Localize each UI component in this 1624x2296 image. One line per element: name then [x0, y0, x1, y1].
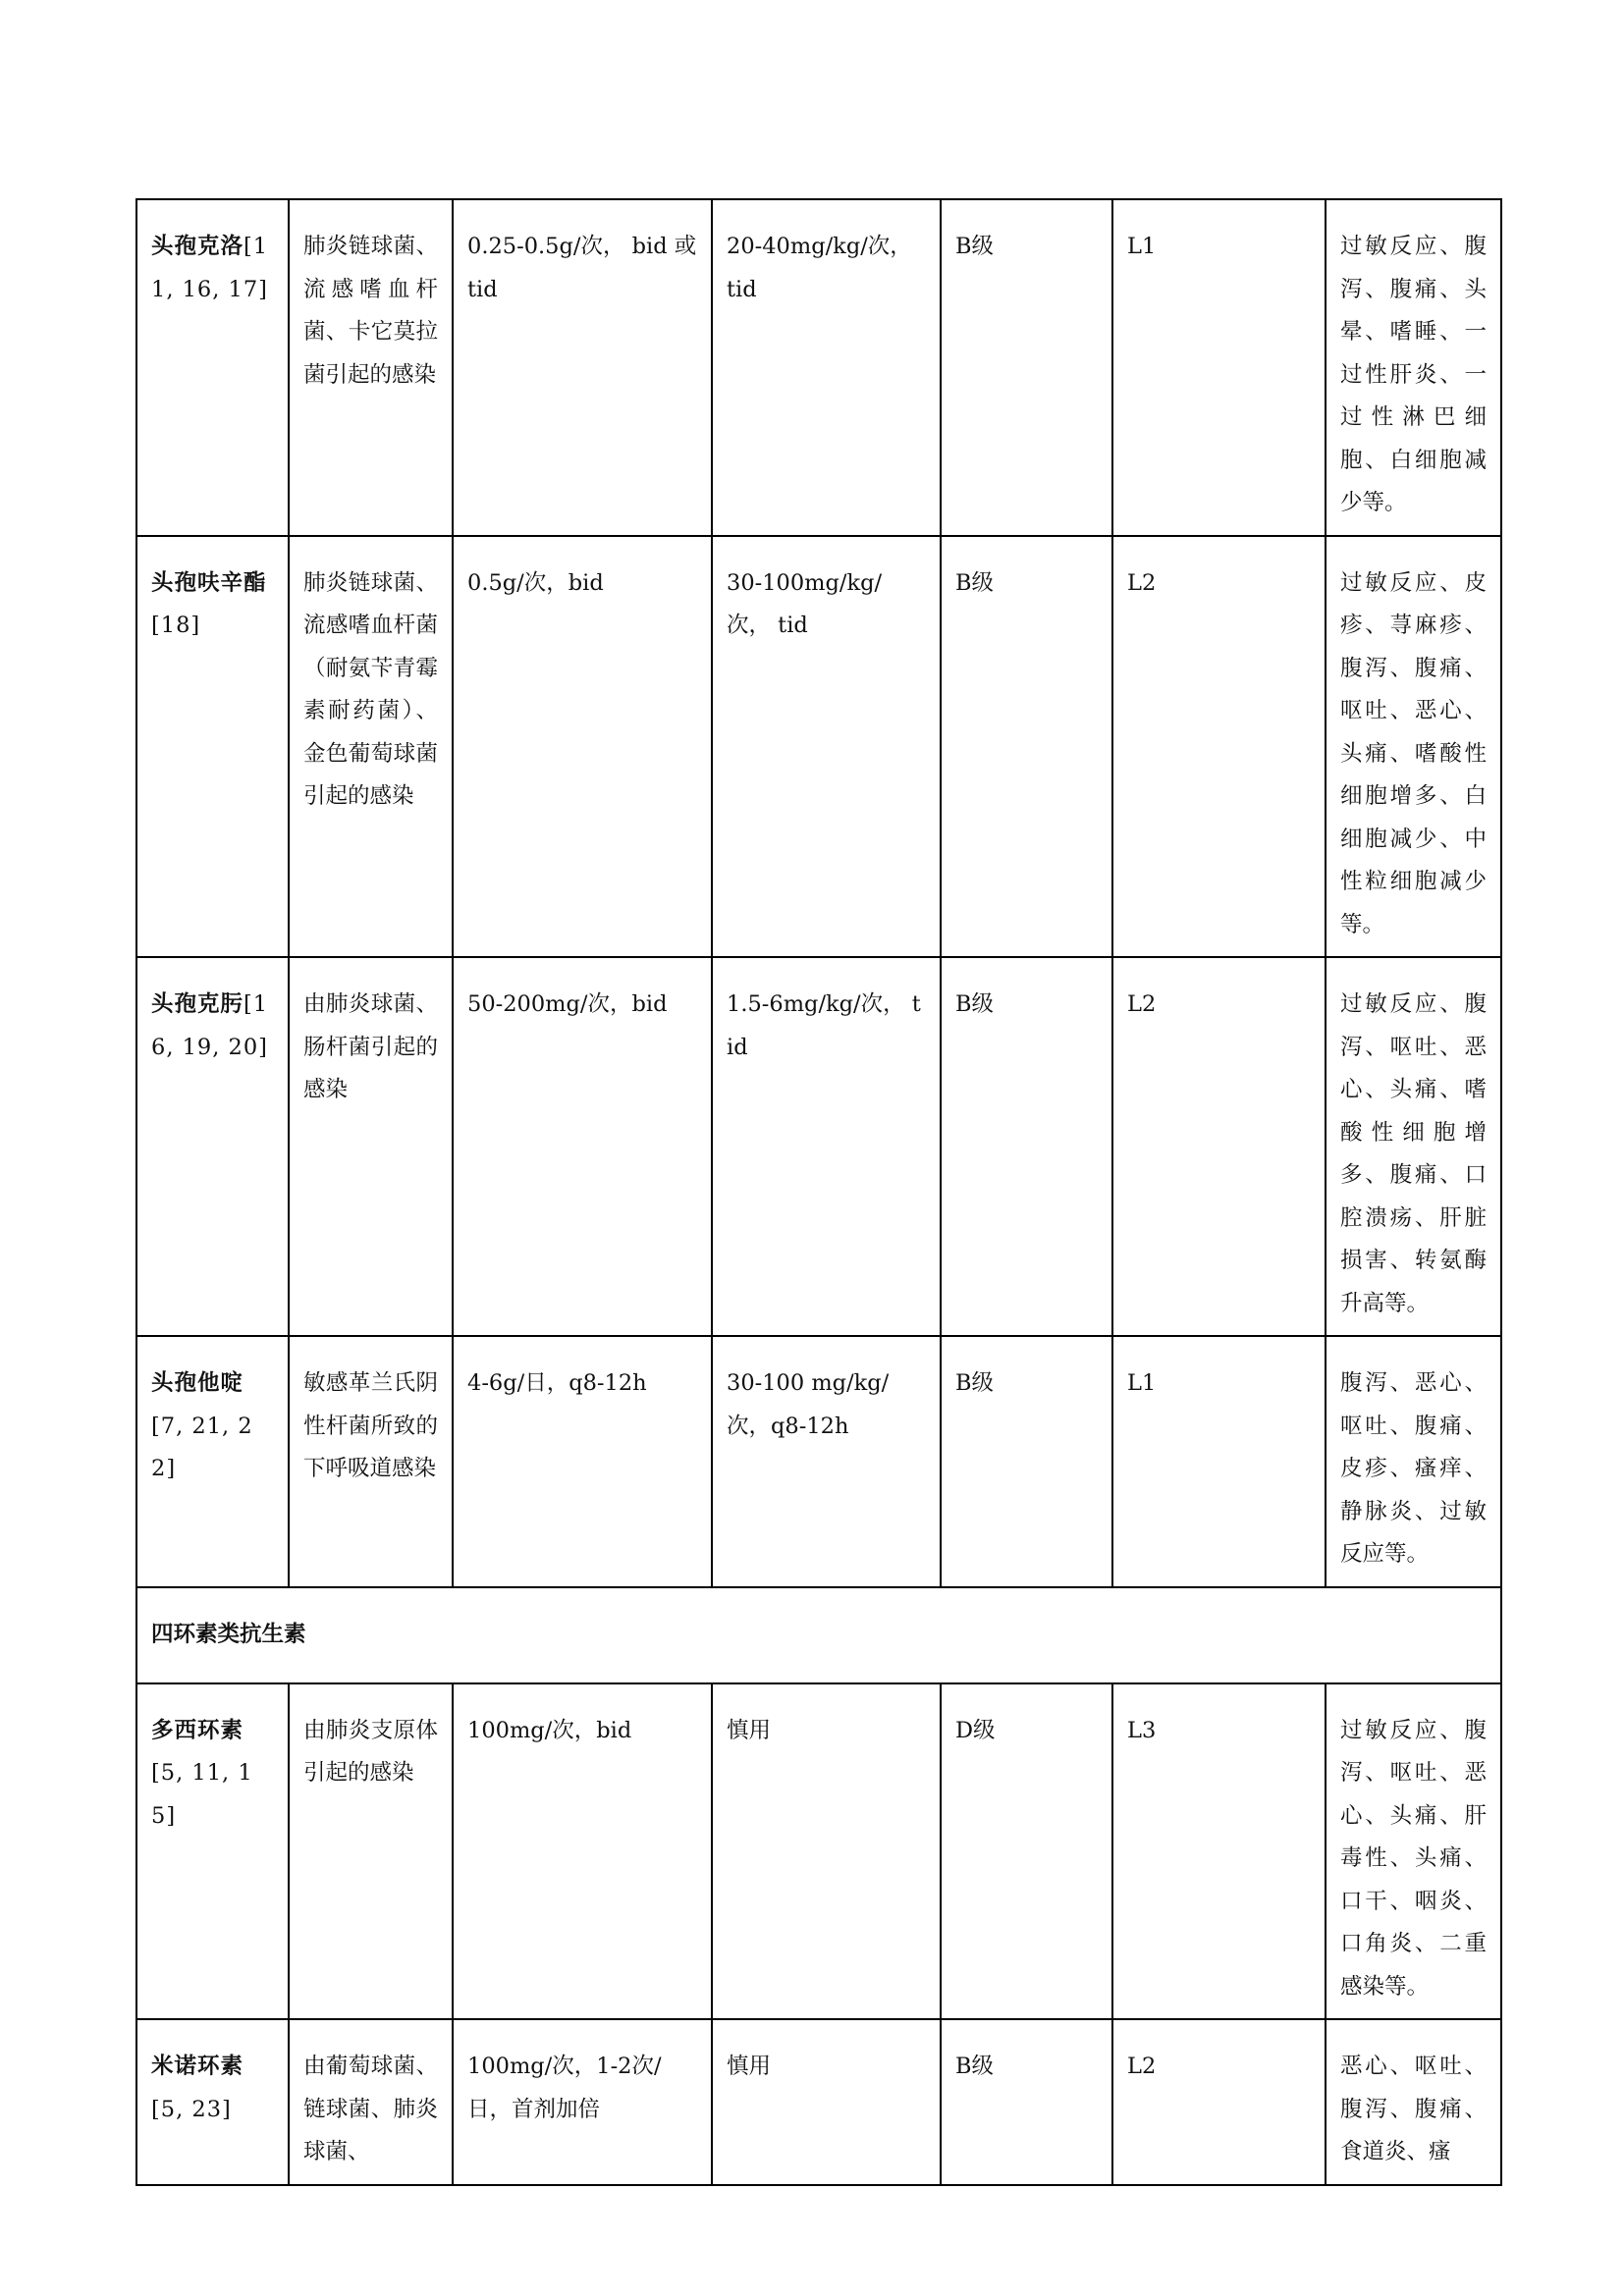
indication-cell: 由肺炎支原体引起的感染: [289, 1683, 453, 2020]
adverse-cell: 过敏反应、腹泻、呕吐、恶心、头痛、肝毒性、头痛、口干、咽炎、口角炎、二重感染等。: [1326, 1683, 1501, 2020]
pregnancy-cell: B级: [941, 957, 1112, 1336]
section-heading: 四环素类抗生素: [136, 1587, 1501, 1683]
lactation-cell: L2: [1112, 2019, 1326, 2185]
adverse-cell: 过敏反应、腹泻、腹痛、头晕、嗜睡、一过性肝炎、一过性淋巴细胞、白细胞减少等。: [1326, 199, 1501, 536]
reference: [7, 21, 22]: [151, 1413, 253, 1481]
lactation-cell: L2: [1112, 957, 1326, 1336]
lactation-cell: L1: [1112, 199, 1326, 536]
adult-dose-cell: 50-200mg/次，bid: [453, 957, 712, 1336]
adverse-cell: 过敏反应、腹泻、呕吐、恶心、头痛、嗜酸性细胞增多、腹痛、口腔溃疡、肝脏损害、转氨酶升高等。: [1326, 957, 1501, 1336]
drug-name: 头孢他啶: [151, 1370, 244, 1396]
indication-cell: 敏感革兰氏阴性杆菌所致的下呼吸道感染: [289, 1336, 453, 1587]
table-row: [136, 1683, 1501, 2020]
child-dose-cell: 30-100mg/kg/次， tid: [712, 536, 941, 958]
table-row: [136, 1336, 1501, 1587]
drug-name: 头孢克洛: [151, 234, 244, 259]
adverse-cell: 恶心、呕吐、腹泻、腹痛、食道炎、瘙: [1326, 2019, 1501, 2185]
indication-cell: 肺炎链球菌、流感嗜血杆菌、卡它莫拉菌引起的感染: [289, 199, 453, 536]
drug-name-cell: [136, 1683, 289, 2020]
reference: [18]: [151, 613, 201, 638]
section-row: [136, 1587, 1501, 1683]
child-dose-cell: 1.5-6mg/kg/次， tid: [712, 957, 941, 1336]
drug-name-cell: [136, 199, 289, 536]
drug-name-cell: [136, 1336, 289, 1587]
reference: [5, 11, 15]: [151, 1760, 253, 1829]
drug-table: [135, 198, 1502, 2186]
pregnancy-cell: B级: [941, 2019, 1112, 2185]
adult-dose-cell: 100mg/次，1-2次/日，首剂加倍: [453, 2019, 712, 2185]
drug-name-cell: [136, 957, 289, 1336]
table-row: [136, 536, 1501, 958]
pregnancy-cell: B级: [941, 1336, 1112, 1587]
adult-dose-cell: 0.25-0.5g/次， bid 或tid: [453, 199, 712, 536]
table-row: [136, 2019, 1501, 2185]
reference: [11, 16, 17]: [151, 234, 269, 302]
child-dose-cell: 30-100 mg/kg/次，q8-12h: [712, 1336, 941, 1587]
drug-name: 多西环素: [151, 1717, 244, 1743]
drug-name: 米诺环素: [151, 2054, 244, 2079]
adult-dose-cell: 100mg/次，bid: [453, 1683, 712, 2020]
indication-cell: 由肺炎球菌、肠杆菌引起的感染: [289, 957, 453, 1336]
drug-name-cell: [136, 2019, 289, 2185]
lactation-cell: L2: [1112, 536, 1326, 958]
table-row: [136, 199, 1501, 536]
drug-name: 头孢呋辛酯: [151, 569, 267, 596]
adverse-cell: 过敏反应、皮疹、荨麻疹、腹泻、腹痛、呕吐、恶心、头痛、嗜酸性细胞增多、白细胞减少、中性粒细胞减少等。: [1326, 536, 1501, 958]
table-row: [136, 957, 1501, 1336]
child-dose-cell: 慎用: [712, 2019, 941, 2185]
reference: [5, 23]: [151, 2096, 232, 2122]
pregnancy-cell: D级: [941, 1683, 1112, 2020]
adult-dose-cell: 4-6g/日，q8-12h: [453, 1336, 712, 1587]
indication-cell: 由葡萄球菌、链球菌、肺炎球菌、: [289, 2019, 453, 2185]
child-dose-cell: 慎用: [712, 1683, 941, 2020]
lactation-cell: L1: [1112, 1336, 1326, 1587]
drug-name: 头孢克肟: [151, 991, 244, 1017]
indication-cell: 肺炎链球菌、流感嗜血杆菌（耐氨苄青霉素耐药菌）、金色葡萄球菌引起的感染: [289, 536, 453, 958]
lactation-cell: L3: [1112, 1683, 1326, 2020]
child-dose-cell: 20-40mg/kg/次， tid: [712, 199, 941, 536]
adverse-cell: 腹泻、恶心、呕吐、腹痛、皮疹、瘙痒、静脉炎、过敏反应等。: [1326, 1336, 1501, 1587]
adult-dose-cell: 0.5g/次，bid: [453, 536, 712, 958]
pregnancy-cell: B级: [941, 199, 1112, 536]
pregnancy-cell: B级: [941, 536, 1112, 958]
drug-name-cell: [136, 536, 289, 958]
reference: [16, 19, 20]: [151, 991, 269, 1060]
